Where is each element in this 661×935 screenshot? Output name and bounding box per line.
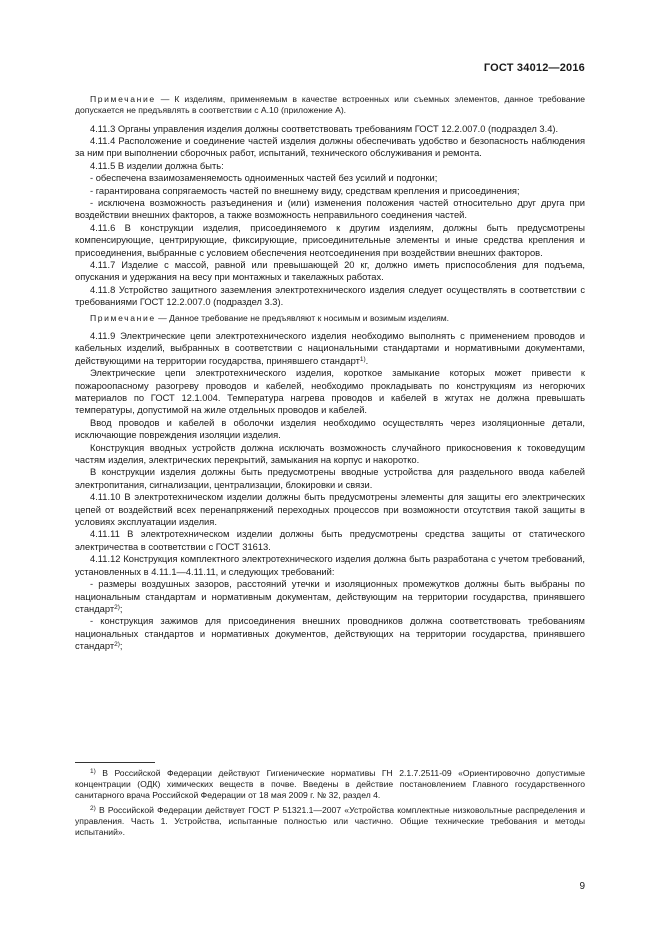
document-code-header: ГОСТ 34012—2016 xyxy=(483,62,585,74)
paragraph-tail: ; xyxy=(119,641,123,652)
page-number: 9 xyxy=(579,881,585,892)
footnote-text: В Российской Федерации действует ГОСТ Р 51321.1—2007 «Устройства комплектные низковольтные распределения и управления. Часть 1. Устройства, испытанные полностью или частично. Общие технические требования и методы испытаний». xyxy=(75,804,585,838)
document-body xyxy=(75,90,585,653)
footnote-2 xyxy=(75,805,585,839)
footnotes xyxy=(75,762,585,838)
paragraph-4-11-3: 4.11.3 Органы управления изделия должны соответствовать требованиям ГОСТ 12.2.007.0 (подраздел 3.4). xyxy=(90,123,559,134)
paragraph-4-11-8: 4.11.8 Устройство защитного заземления электротехнического изделия следует осуществлять в соответствии с требованиями ГОСТ 12.2.007.0 (подраздел 3.3). xyxy=(75,284,585,308)
paragraph-air-gaps xyxy=(75,578,585,615)
footnote-1 xyxy=(75,768,585,802)
paragraph-input-devices: Конструкция вводных устройств должна исключать возможность случайного прикосновения к токоведущим частям изделия, электрических перекрытий, замыкания на корпус и накоротко. xyxy=(75,442,585,466)
paragraph-wire-entry: Ввод проводов и кабелей в оболочки изделия необходимо осуществлять через изоляционные детали, исключающие повреждения изоляции изделия. xyxy=(75,417,585,441)
paragraph-4-11-5: 4.11.5 В изделии должна быть: xyxy=(90,160,224,171)
note-4-11-8 xyxy=(75,313,585,324)
note-label: Примечание xyxy=(90,312,156,323)
paragraph-clamps xyxy=(75,615,585,652)
paragraph-tail: ; xyxy=(119,603,123,614)
note-4-11-2 xyxy=(75,94,585,117)
footnote-ref: 1) xyxy=(359,355,366,363)
paragraph-short-circuit: Электрические цепи электротехнического изделия, короткое замыкание которых может привести к пожароопасному разогреву проводов и кабелей, необходимо прокладывать по конструкциям из негорючих материалов по ГОСТ 12.1.004. Температура нагрева проводов и кабелей в жгутах не должна превышать температуры, допустимой на жиле отдельных проводов и кабелей. xyxy=(75,368,585,416)
paragraph-4-11-7: 4.11.7 Изделие с массой, равной или превышающей 20 кг, должно иметь приспособления для подъема, опускания и удержания на весу при монтажных и такелажных работах. xyxy=(75,260,585,283)
paragraph-separate-input: В конструкции изделия должны быть предусмотрены вводные устройства для раздельного ввода кабелей электропитания, сигнализации, централизации, блокировки и связи. xyxy=(75,467,585,490)
paragraph-4-11-11: 4.11.11 В электротехническом изделии должны быть предусмотрены средства защиты от статического электричества в соответствии с ГОСТ 31613. xyxy=(75,529,585,552)
list-item: - гарантирована сопрягаемость частей по внешнему виду, средствам крепления и присоединения; xyxy=(90,185,520,196)
paragraph-tail: . xyxy=(365,355,369,366)
paragraph-text: - конструкция зажимов для присоединения внешних проводников должна соответствовать требованиям национальных стандартов и нормативных документов, действующих на территории государства, принявшего стандарт xyxy=(75,616,585,652)
paragraph-4-11-12: 4.11.12 Конструкция комплектного электротехнического изделия должна быть разработана с учетом требований, установленных в 4.11.1—4.11.11, и следующих требований: xyxy=(75,554,585,577)
footnote-ref: 2) xyxy=(114,641,120,649)
footnote-separator xyxy=(75,762,155,763)
paragraph-4-11-4: 4.11.4 Расположение и соединение частей изделия должны обеспечивать удобство и безопасность наблюдения за ним при выполнении сборочных работ, испытаний, технического обслуживания и ремонта. xyxy=(75,136,585,159)
note-text: — К изделиям, применяемым в качестве встроенных или съемных элементов, данное требование допускается не предъявлять в соответствии с А.10 (приложение А). xyxy=(75,94,585,116)
paragraph-4-11-10: 4.11.10 В электротехническом изделии должны быть предусмотрены элементы для защиты его электрических цепей от воздействий всех перенапряжений переходных процессов при возможности отсутствия такой защиты в условиях эксплуатации изделия. xyxy=(75,492,585,528)
paragraph-text: - размеры воздушных зазоров, расстояний утечки и изоляционных промежутков должны быть выбраны по национальным стандартам и нормативным документам, действующим на территории государства, принявшего стандарт xyxy=(75,579,585,614)
footnote-mark: 2) xyxy=(90,804,96,812)
footnote-text: В Российской Федерации действуют Гигиенические нормативы ГН 2.1.7.2511-09 «Ориентировочно допустимые концентрации (ОДК) химических веществ в почве. Введены в действие постановлением Главного государственного санитарного врача Российской Федерации от 18 мая 2009 г. № 32, раздел 4. xyxy=(75,768,585,801)
footnote-mark: 1) xyxy=(90,768,96,775)
list-item: - исключена возможность разъединения и (или) изменения положения частей относительно друг друга при воздействии внешних факторов, а также возможность неправильного соединения частей. xyxy=(75,198,585,221)
list-item: - обеспечена взаимозаменяемость одноименных частей без усилий и подгонки; xyxy=(90,173,438,184)
note-text: — Данное требование не предъявляют к носимым и возимым изделиям. xyxy=(158,312,450,323)
footnote-ref: 2) xyxy=(114,603,120,611)
note-label: Примечание xyxy=(90,94,156,104)
paragraph-text: 4.11.9 Электрические цепи электротехнического изделия необходимо выполнять с применением проводов и кабельных изделий, выбранных в соответствии с национальными стандартами и нормативными документами, действующими на территории государства, принявшего стандарт xyxy=(75,330,585,366)
paragraph-4-11-6: 4.11.6 В конструкции изделия, присоединяемого к другим изделиям, должны быть предусмотрены компенсирующие, центрирующие, фиксирующие, присоединительные элементы и иные средства крепления и присоединения, выбранные с условием обеспечения неотсоединения при воздействии внешних факторов. xyxy=(75,222,585,258)
paragraph-4-11-9 xyxy=(75,330,585,367)
